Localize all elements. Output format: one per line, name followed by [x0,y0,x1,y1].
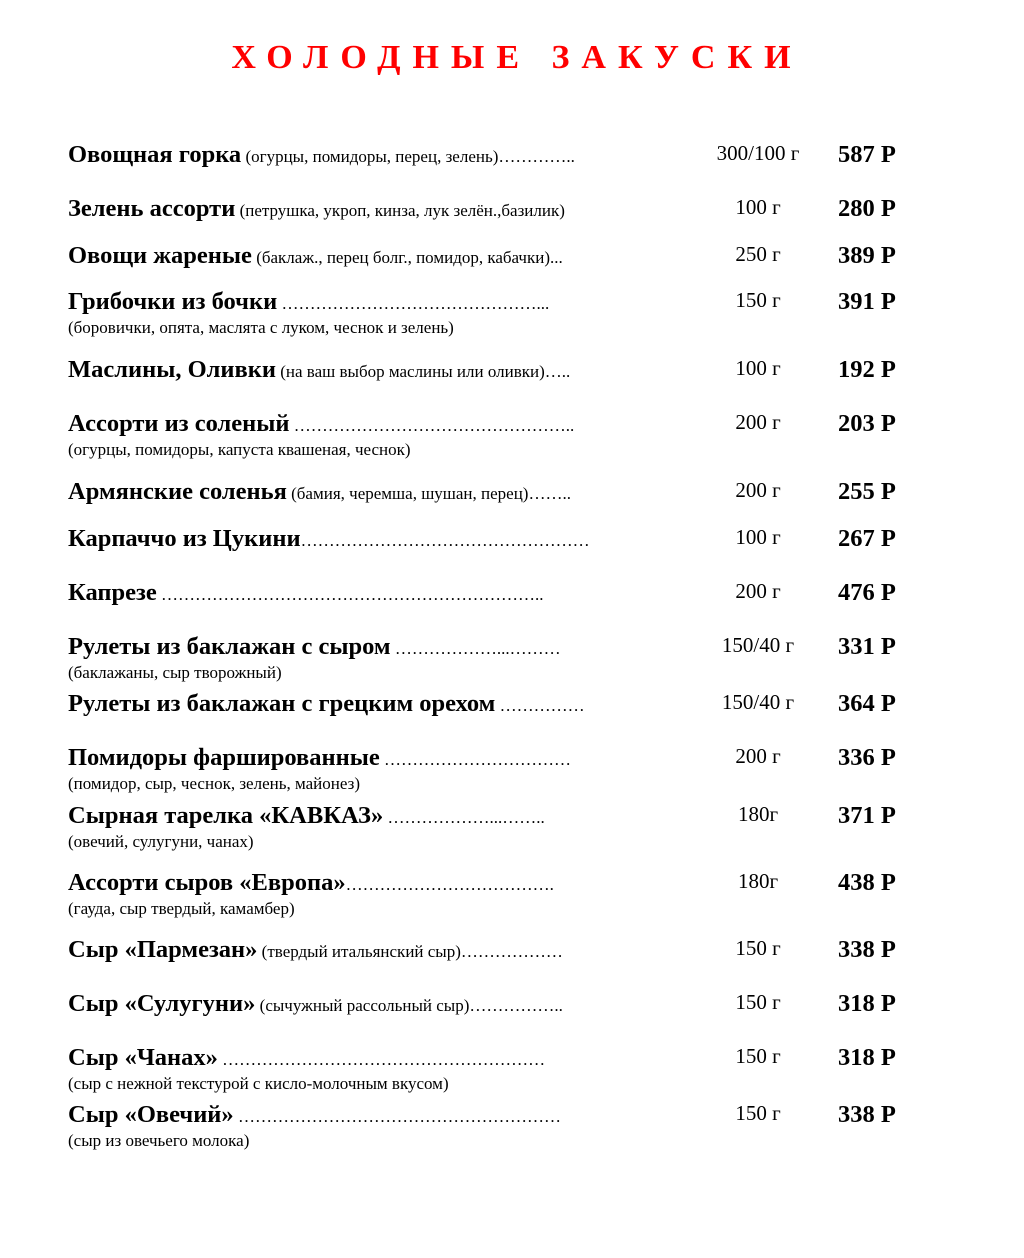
menu-item-line [68,524,948,554]
dish-price: 364 Р [838,690,896,717]
dot-leader: …………………………… [379,750,572,769]
dot-leader: ……………… [460,942,563,961]
dish-ingredients: (овечий, сулугуни, чанах) [68,832,254,851]
menu-title: ХОЛОДНЫЕ ЗАКУСКИ [231,39,803,76]
dish-weight: 150 г [735,1101,781,1125]
dish-name: Ассорти из соленый [68,410,290,437]
dot-leader: ………………………………………………… [233,1107,561,1126]
menu-item [68,355,948,385]
dish-weight: 150 г [735,288,781,312]
menu-item [68,935,948,965]
dot-leader: ………………………………. [345,875,554,894]
menu-item [68,140,948,170]
dish-price: 476 Р [838,579,896,606]
menu-item [68,1100,948,1152]
dish-price: 318 Р [838,1044,896,1071]
dish-price: 338 Р [838,1101,896,1128]
dot-leader: ………………………………………... [277,294,550,313]
dish-name: Овощная горка [68,141,242,168]
dish-price: 255 Р [838,478,896,505]
menu-item-line [68,801,948,831]
dish-name: Армянские соленья [68,478,287,505]
dish-weight: 200 г [735,744,781,768]
dish-price: 280 Р [838,195,896,222]
dish-price: 391 Р [838,288,896,315]
dish-ingredients: (сыр из овечьего молока) [68,1131,250,1150]
dish-name: Сыр «Сулугуни» [68,990,256,1017]
menu-item-line [68,477,948,507]
dish-name: Сыр «Чанах» [68,1044,218,1071]
menu-item-line [68,241,948,271]
menu-item-line [68,868,948,898]
dish-price: 192 Р [838,356,896,383]
menu-item [68,578,948,608]
dot-leader: ………….. [498,147,575,166]
menu-item [68,743,948,795]
menu-item-line [68,689,948,719]
dish-weight: 200 г [735,478,781,502]
menu-item-line [68,989,948,1019]
dish-price: 338 Р [838,936,896,963]
dot-leader: ………………………………………………………….. [156,585,544,604]
dish-price: 389 Р [838,242,896,269]
dish-name: Сыр «Овечий» [68,1101,234,1128]
dish-weight: 300/100 г [716,141,800,165]
dot-leader: ………………………………………………… [217,1050,546,1069]
dish-ingredients: (боровички, опята, маслята с луком, чеснок и зелень) [68,318,454,337]
menu-item [68,477,948,507]
dish-weight: 200 г [735,579,781,603]
dish-price: 587 Р [838,141,896,168]
menu-item-line [68,355,948,385]
dish-weight: 150 г [735,990,781,1014]
dish-weight: 180г [737,802,779,826]
dish-name: Карпаччо из Цукини [68,525,301,552]
dot-leader: ….. [544,362,571,381]
menu-item [68,287,948,339]
dish-name: Зелень ассорти [68,195,236,222]
menu-item [68,1043,948,1095]
dish-name: Рулеты из баклажан с грецким орехом [68,690,496,717]
dot-leader: ………………………………………….. [289,416,575,435]
dish-ingredients: (помидор, сыр, чеснок, зелень, майонез) [68,774,360,793]
dot-leader: …….. [528,484,571,503]
dish-weight: 180г [737,869,779,893]
dish-description: (твердый итальянский сыр) [257,942,461,961]
dish-weight: 100 г [735,525,781,549]
dish-ingredients: (сыр с нежной текстурой с кисло-молочным вкусом) [68,1074,449,1093]
dot-leader: ………………...……… [390,639,561,658]
dish-ingredients: (гауда, сыр твердый, камамбер) [68,899,295,918]
menu-item-line [68,743,948,773]
dish-weight: 150 г [735,936,781,960]
dish-weight: 150 г [735,1044,781,1068]
dish-name: Маслины, Оливки [68,356,276,383]
dot-leader: …………… [495,696,585,715]
dish-name: Сырная тарелка «КАВКАЗ» [68,802,384,829]
menu-item-line [68,632,948,662]
dish-name: Ассорти сыров «Европа» [68,869,346,896]
dot-leader: …………………………………………… [300,531,590,550]
dish-name: Грибочки из бочки [68,288,278,315]
menu-item [68,194,948,224]
menu-item [68,989,948,1019]
dish-price: 318 Р [838,990,896,1017]
dish-name: Помидоры фаршированные [68,744,380,771]
menu-item-line [68,287,948,317]
menu-item-line [68,935,948,965]
dish-price: 371 Р [838,802,896,829]
menu-item [68,409,948,461]
dish-description: (бамия, черемша, шушан, перец) [286,484,529,503]
dish-weight: 200 г [735,410,781,434]
dot-leader: ………………...…….. [383,808,545,827]
dot-leader: ... [550,248,563,267]
dish-description: (петрушка, укроп, кинза, лук зелён.,базилик) [235,201,565,220]
dish-price: 203 Р [838,410,896,437]
menu-item-line [68,409,948,439]
menu-item [68,241,948,271]
dish-description: (баклаж., перец болг., помидор, кабачки) [251,248,550,267]
dish-weight: 150/40 г [721,633,795,657]
dish-price: 438 Р [838,869,896,896]
dish-weight: 100 г [735,356,781,380]
dish-weight: 100 г [735,195,781,219]
dish-description: (на ваш выбор маслины или оливки) [276,362,545,381]
dish-ingredients: (огурцы, помидоры, капуста квашеная, чеснок) [68,440,411,459]
dish-price: 267 Р [838,525,896,552]
menu-item [68,524,948,554]
dish-description: (сычужный рассольный сыр) [255,996,470,1015]
menu-item-line [68,1100,948,1130]
dish-ingredients: (баклажаны, сыр творожный) [68,663,282,682]
dish-name: Овощи жареные [68,242,252,269]
dish-weight: 150/40 г [721,690,795,714]
dish-weight: 250 г [735,242,781,266]
menu-item-line [68,194,948,224]
dish-name: Капрезе [68,579,157,606]
dish-name: Рулеты из баклажан с сыром [68,633,391,660]
dish-price: 336 Р [838,744,896,771]
menu-item-line [68,140,948,170]
menu-item [68,689,948,719]
menu-item-line [68,1043,948,1073]
menu-item [68,868,948,920]
dish-price: 331 Р [838,633,896,660]
menu-item-line [68,578,948,608]
menu-item [68,801,948,853]
dish-description: (огурцы, помидоры, перец, зелень) [241,147,499,166]
dish-name: Сыр «Пармезан» [68,936,258,963]
dot-leader: …………….. [469,996,563,1015]
menu-item [68,632,948,684]
